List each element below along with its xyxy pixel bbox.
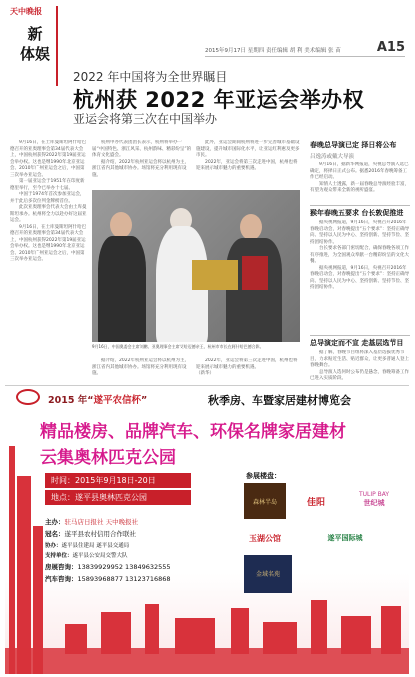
org-label: 协办： xyxy=(45,543,62,549)
ad-place-banner: 地点：遂平县奥林匹克公园 xyxy=(45,490,191,505)
sponsor-logo xyxy=(346,483,402,519)
sidebar-subtitle-1: 吕逸涛或戴大导演 xyxy=(310,154,355,160)
paragraph: 9月16日，在土库曼斯坦阿什哈巴德召开的亚奥理事会第34届代表大会上，中国杭州获得2022年第19届亚运会举办权。这也是继1990年北京亚运会、2010年广州亚运会之后，中国第三次举办亚运会。 xyxy=(10,140,87,178)
support-label: 支持单位： xyxy=(45,553,73,559)
article-subhead: 亚运会将第三次在中国举办 xyxy=(73,112,218,126)
sponsor-name: 世纪城 xyxy=(363,499,385,507)
ad-host-line xyxy=(45,517,138,526)
co-label: 冠名： xyxy=(45,530,65,538)
sponsor-name: 遂平国际城 xyxy=(327,534,363,542)
ad-phone-car-line xyxy=(45,574,171,583)
ad-phone-house-line xyxy=(45,562,171,571)
photo-caption xyxy=(92,344,300,350)
paragraph: 据介绍，2022年杭州亚运会将以杭州为主，浙江省内其他城市协办。场馆将充分利用现有设施。 xyxy=(92,358,189,376)
phone-car-value: 15893968877 13123716868 xyxy=(77,575,171,583)
article-headline: 杭州获 2022 年亚运会举办权 xyxy=(73,88,365,112)
ad-expo-title: 秋季房、车暨家居建材博览会 xyxy=(208,394,351,407)
support-value: 遂平县公安局交警大队 xyxy=(72,553,128,559)
sidebar-body-1 xyxy=(310,162,410,202)
paragraph: 台长要求各部门密切配合，确保春晚各项工作有序推进，为全国观众奉献一台精彩纷呈的文化大餐。 xyxy=(310,246,409,264)
host-value: 驻马店日报社 天中晚报社 xyxy=(64,518,139,526)
ad-org-line xyxy=(45,541,129,549)
sponsor-name: 森林半岛 xyxy=(252,499,277,506)
ad-year-brand xyxy=(48,392,147,406)
masthead-logo: 天中晚报 xyxy=(10,7,42,16)
ad-headline-1: 精品楼房、品牌汽车、环保名牌家居建材 xyxy=(40,422,346,442)
sidebar-title-2: 猴年春晚五要求 台长敦促推进 xyxy=(310,209,404,217)
sponsors-label: 参展楼盘： xyxy=(246,472,281,480)
sponsor-logo xyxy=(292,483,340,519)
ad-brand: 遂平农信杯 xyxy=(93,395,142,406)
sponsor-logo xyxy=(244,555,292,593)
article-kicker: 2022 年中国将为全世界瞩目 xyxy=(73,70,228,84)
paragraph: 9月16日，在土库曼斯坦阿什哈巴德召开的亚奥理事会第34届代表大会上，中国杭州获得2022年第19届亚运会举办权。这也是继1990年北京亚运会、2010年广州亚运会之后，中国第三次举办亚运会。 xyxy=(10,224,87,262)
co-value: 遂平县农村信用合作联社 xyxy=(64,530,136,538)
article-column-3 xyxy=(196,140,300,188)
ad-quote-end: ” xyxy=(141,395,148,406)
org-value: 遂平县住建局 遂平县交通局 xyxy=(61,543,130,549)
bank-logo-icon xyxy=(16,389,40,405)
caption-text: 9月16日，中国奥委会主席刘鹏、亚奥理事会主席艾哈迈德亲王、杭州市市长在阿什哈巴德合影。 xyxy=(92,344,264,349)
ad-time-banner: 时间：2015年9月18日-20日 xyxy=(45,473,191,488)
sidebar-title-1: 春晚总导演已定 择日将公布 xyxy=(310,141,397,149)
sponsor-name: 佳阳 xyxy=(306,498,325,508)
paragraph: 2022年，亚运会将第三次走进中国，杭州也将迎来展示城市魅力的重要机遇。 xyxy=(196,358,298,370)
paragraph: 知情人士透露，新一届春晚总导演经验丰富，有望为观众带来全新的视听盛宴。 xyxy=(310,181,409,193)
paragraph: 杭州申办代表团团长表示，杭州将举办一届“中国特色、浙江风采、杭州韵味、精彩纷呈”的体育文化盛会。 xyxy=(92,140,192,158)
news-photo xyxy=(92,190,300,342)
ad-co-line xyxy=(45,529,136,538)
sponsor-logo xyxy=(244,483,286,519)
phone-house-value: 13839929952 13849632555 xyxy=(77,563,171,571)
paragraph: 第一届亚运会于1951年在印度新德里举行，至今已举办十七届。 xyxy=(10,179,85,191)
page-number: A15 xyxy=(376,40,405,55)
paragraph: 此外，亚运会期间杭州将进一步完善城市基础设施建设，提升城市国际化水平，让亚运红利惠及更多市民。 xyxy=(196,140,300,158)
header-rule xyxy=(205,56,405,57)
paragraph: 此次亚奥理事会代表大会由土库曼斯坦承办。杭州将全力以赴办好这届亚运会。 xyxy=(10,205,87,223)
paragraph: 中国于1974年首次参加亚运会，并于此后多次位列金牌榜首位。 xyxy=(10,192,85,204)
sidebar-rule xyxy=(310,335,410,336)
sponsor-logo xyxy=(300,525,390,551)
article-column-5 xyxy=(196,358,300,380)
paragraph: 据央视网报道，9月16日，央视召开2016年春晚启动会，对春晚提出“五个要求”：坚持正确导向、坚持以人民为中心、坚持创新、坚持节俭、坚持团结协作。 xyxy=(310,265,410,290)
paragraph: 据央视网报道，9月16日，央视召开2016年春晚启动会，对春晚提出“五个要求”：坚持正确导向、坚持以人民为中心、坚持创新、坚持节俭、坚持团结协作。 xyxy=(310,220,410,245)
paragraph: 据介绍，2022年杭州亚运会将以杭州为主，浙江省内其他城市协办。场馆将充分利用现有设施。 xyxy=(92,159,189,178)
sponsor-name: 玉湖公馆 xyxy=(249,534,281,543)
sidebar-title-3: 总导演定而不宣 走基层选节目 xyxy=(310,339,404,347)
article-column-2 xyxy=(92,140,192,188)
ad-headline-2: 云集奥林匹克公园 xyxy=(40,448,176,468)
paragraph: 总导演人选何时公布仍是悬念，春晚筹备工作已进入实质阶段。 xyxy=(310,369,409,380)
article-column-4 xyxy=(92,358,192,380)
section-label: 新 体娱 xyxy=(19,25,50,63)
masthead xyxy=(10,6,58,86)
paragraph: 9月16日，据新华网报道，央视总导演人选已确定，将择日正式公布。据悉2016年春晚筹备工作已经启动。 xyxy=(310,162,409,180)
sponsor-logo xyxy=(244,525,286,551)
host-label: 主办： xyxy=(45,518,65,526)
phone-car-label: 汽车咨询： xyxy=(45,575,78,583)
sponsor-name: TULIP BAY xyxy=(358,491,390,498)
page-meta: 2015年9月17日 星期四 责任编辑 胡 利 美术编辑 张 苗 xyxy=(205,48,341,54)
ad-year: 2015 年“ xyxy=(48,395,94,406)
paragraph: 据了解，春晚节目组将深入基层选拔优秀节目，力求贴近生活、贴近群众，让更多普通人登上春晚舞台。 xyxy=(310,350,409,368)
article-byline: （新华） xyxy=(196,371,214,376)
ad-support-line xyxy=(45,551,128,559)
sidebar-rule xyxy=(310,205,410,206)
sidebar-body-3 xyxy=(310,350,410,380)
sponsor-name: 金域名苑 xyxy=(255,571,280,578)
phone-house-label: 房展咨询： xyxy=(45,563,78,571)
sidebar-body-2 xyxy=(310,220,410,332)
paragraph: 2022年，亚运会将第三次走进中国，杭州也将迎来展示城市魅力的重要机遇。 xyxy=(196,159,298,171)
article-column-1 xyxy=(10,140,88,378)
